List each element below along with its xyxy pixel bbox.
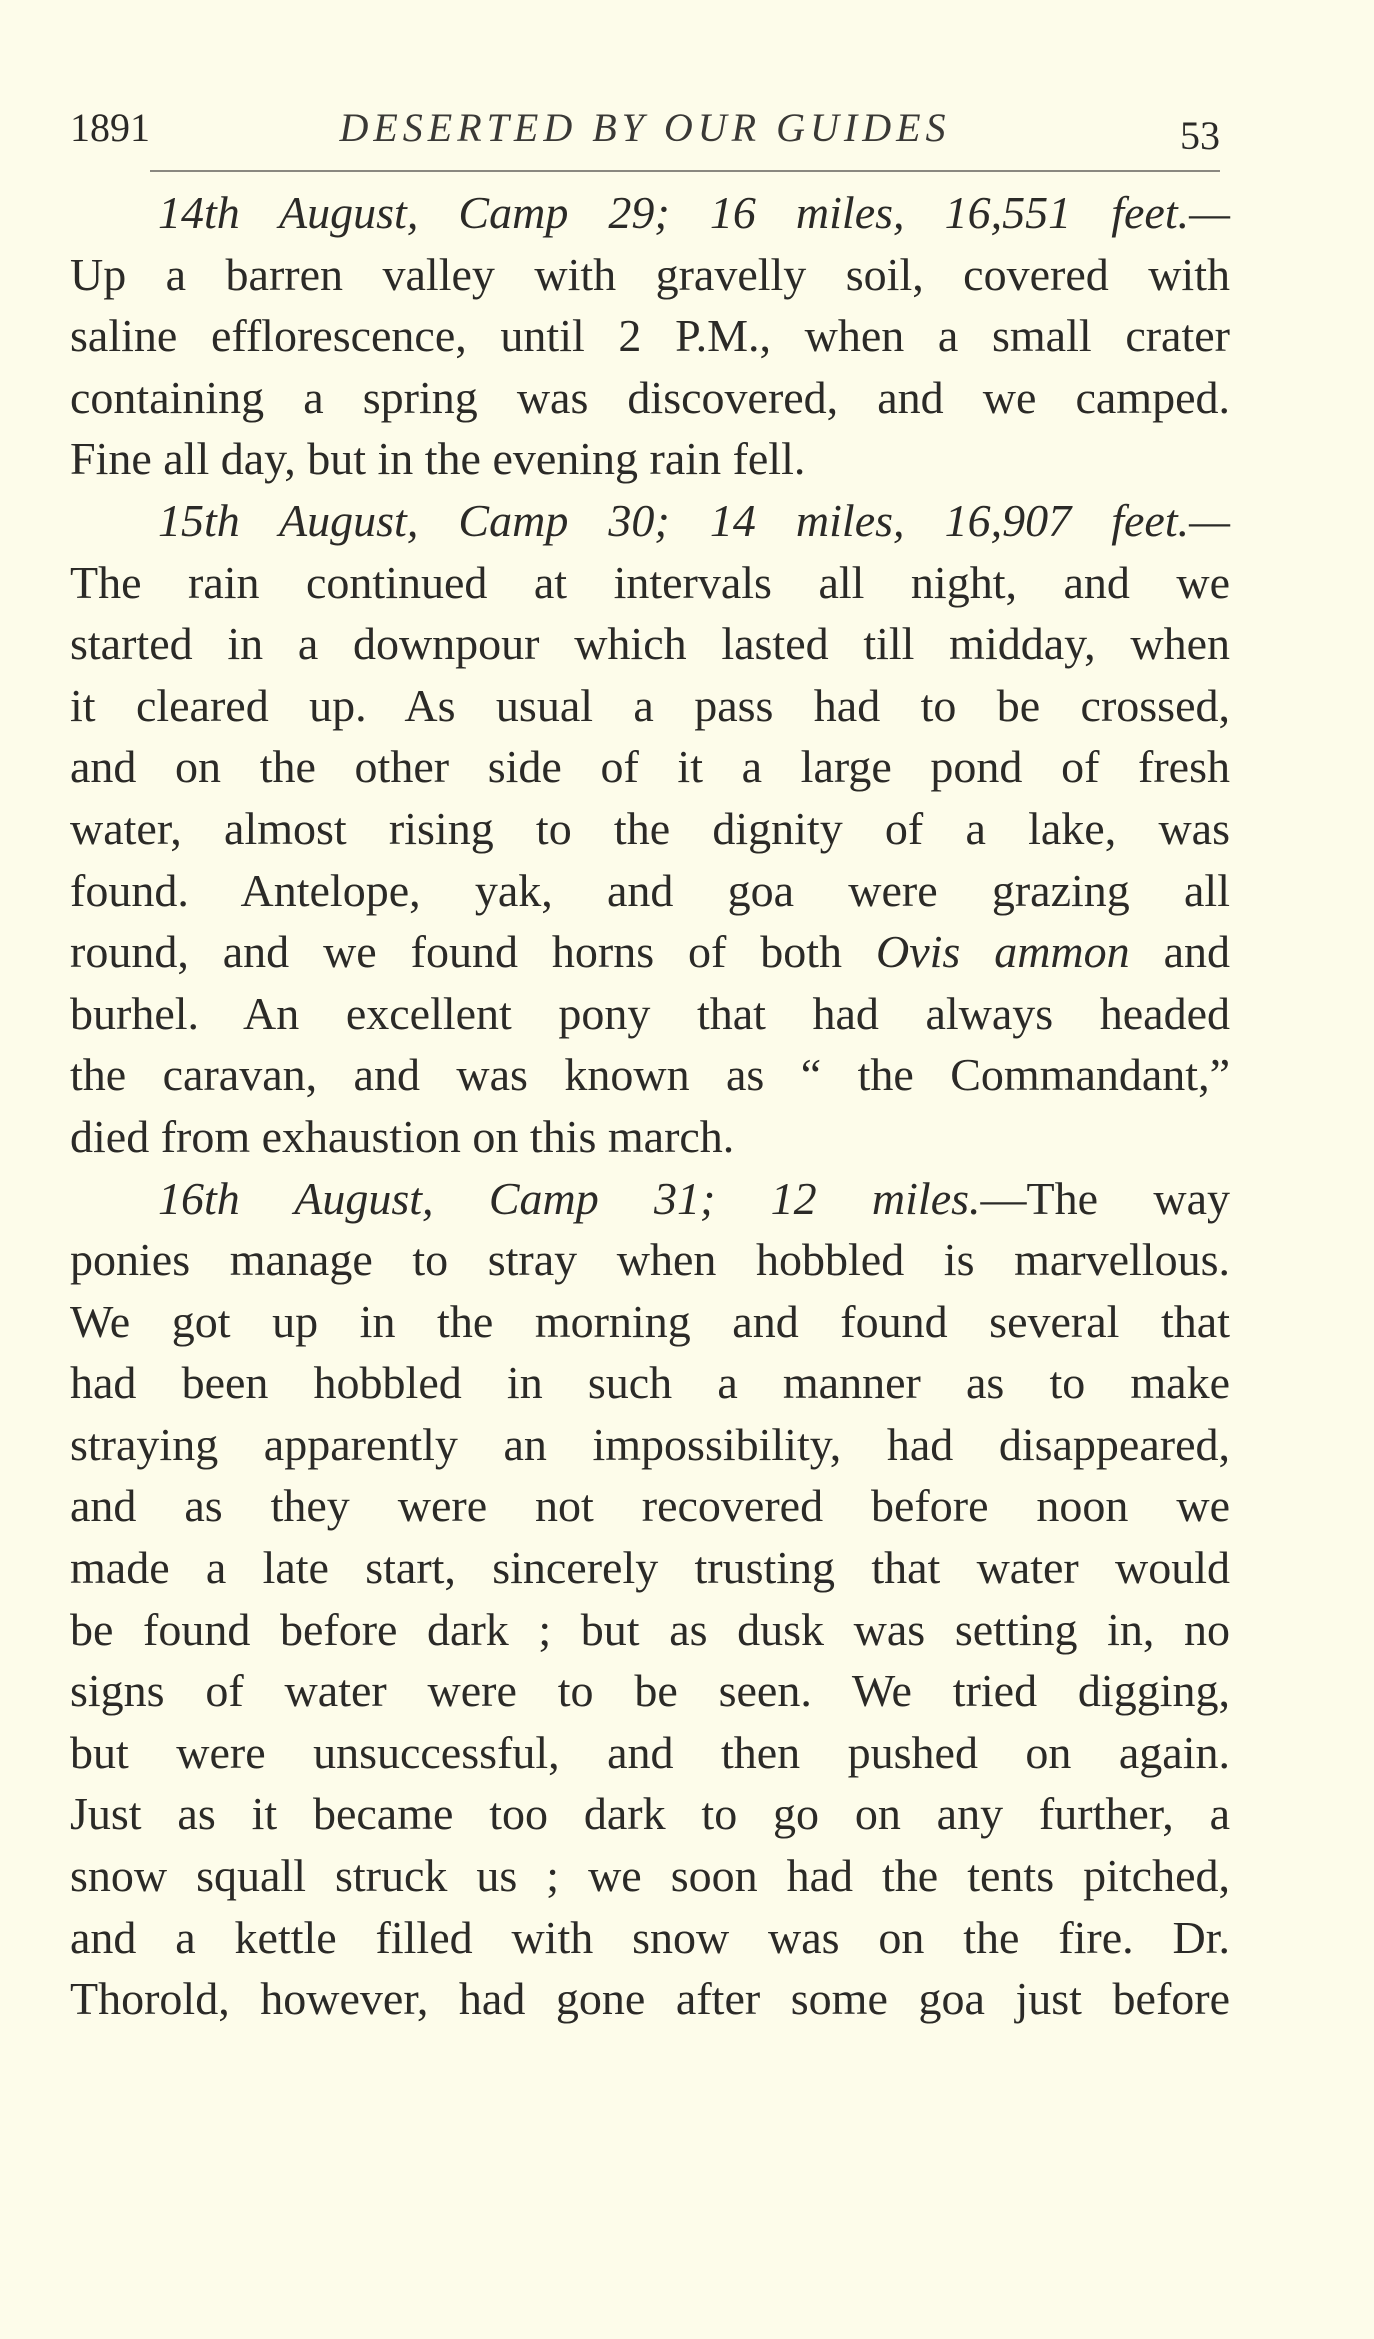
text-line: ponies manage to stray when hobbled is marvellous. [70,1234,1230,1286]
text-line: Fine all day, but in the evening rain fell. [70,433,806,485]
entry-heading-tail: —The way [980,1172,1230,1224]
text-line: and as they were not recovered before noon we [70,1480,1230,1532]
entry-heading [70,182,1230,244]
entry-heading [70,1168,1230,1230]
header-rule [150,170,1220,172]
text-line: died from exhaustion on this march. [70,1110,735,1162]
text-line: water, almost rising to the dignity of a lake, was [70,802,1230,854]
text-line: made a late start, sincerely trusting that water would [70,1542,1230,1594]
text-fragment: round, and we found horns of both [70,926,876,978]
text-line: Thorold, however, had gone after some goa just before [70,1973,1230,2025]
text-line: had been hobbled in such a manner as to make [70,1357,1230,1409]
text-line: it cleared up. As usual a pass had to be crossed, [70,679,1230,731]
species-name: Ovis ammon [875,926,1130,978]
entry-heading-text: 15th August, Camp 30; 14 miles, 16,907 feet.— [158,494,1230,546]
text-fragment: and [1129,926,1230,978]
text-line: Just as it became too dark to go on any further, a [70,1788,1230,1840]
running-head-title: DESERTED BY OUR GUIDES [339,105,951,150]
text-line: signs of water were to be seen. We tried digging, [70,1665,1230,1717]
running-head-year: 1891 [70,105,150,150]
text-line: but were unsuccessful, and then pushed on again. [70,1726,1230,1778]
text-line: found. Antelope, yak, and goa were grazing all [70,864,1230,916]
text-line: started in a downpour which lasted till midday, when [70,618,1230,670]
text-line: the caravan, and was known as “ the Commandant,” [70,1049,1230,1101]
page-number: 53 [1180,113,1220,158]
text-line: The rain continued at intervals all night, and we [70,556,1230,608]
text-line: be found before dark ; but as dusk was setting in, no [70,1603,1230,1655]
text-line: snow squall struck us ; we soon had the tents pitched, [70,1850,1230,1902]
text-line: burhel. An excellent pony that had always headed [70,987,1230,1039]
text-line: straying apparently an impossibility, had disappeared, [70,1418,1230,1470]
text-line: saline efflorescence, until 2 P.M., when a small crater [70,310,1230,362]
body-text [70,182,1230,2030]
text-line [70,921,1230,983]
entry-heading [70,490,1230,552]
text-line: Up a barren valley with gravelly soil, covered with [70,248,1230,300]
text-line: containing a spring was discovered, and we camped. [70,371,1230,423]
text-line: and on the other side of it a large pond of fresh [70,741,1230,793]
entry-heading-text: 16th August, Camp 31; 12 miles. [158,1172,981,1224]
text-line: and a kettle filled with snow was on the fire. Dr. [70,1911,1230,1963]
entry-heading-text: 14th August, Camp 29; 16 miles, 16,551 feet.— [158,187,1230,238]
text-line: We got up in the morning and found several that [70,1295,1230,1347]
running-head [70,98,1220,158]
